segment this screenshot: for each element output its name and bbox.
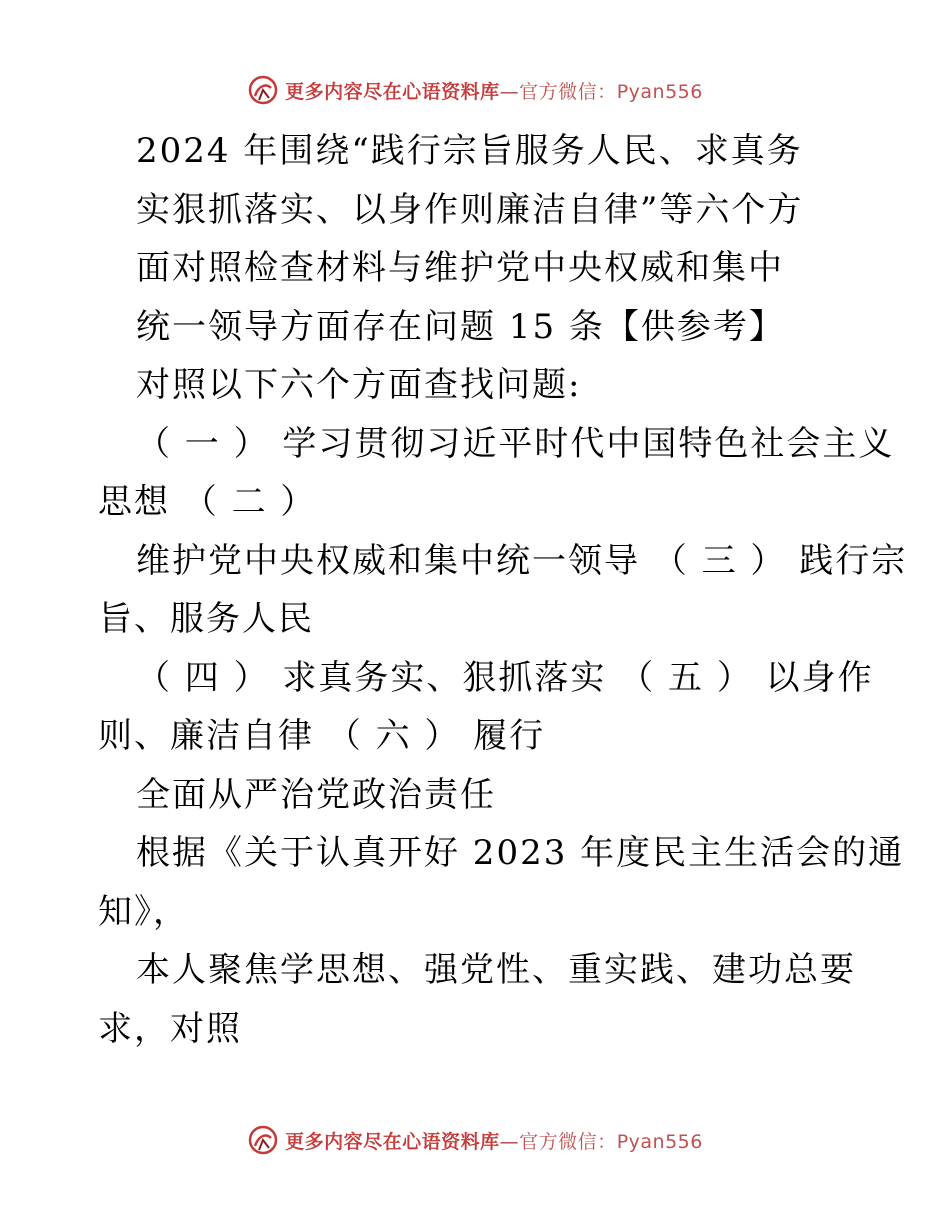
doc-line: （ 一 ） 学习贯彻习近平时代中国特色社会主义 [136, 423, 895, 464]
doc-line: 实狠抓落实、以身作则廉洁自律”等六个方 [136, 189, 804, 230]
doc-line: 对照以下六个方面查找问题: [136, 365, 582, 405]
doc-line: 则、廉洁自律 （ 六 ） 履行 [98, 716, 546, 756]
banner-wechat-label: 官方微信： [519, 80, 617, 103]
ribbon-seal-icon [247, 74, 279, 106]
doc-line: 全面从严治党政治责任 [136, 774, 496, 815]
header-banner [0, 70, 950, 110]
doc-line: （ 四 ） 求真务实、狠抓落实 （ 五 ） 以身作 [136, 657, 874, 698]
footer-banner [0, 1120, 950, 1160]
banner-wechat-id: Pyan556 [616, 1130, 703, 1153]
doc-line: 根据《关于认真开好 2023 年度民主生活会的通 [136, 833, 905, 873]
doc-line: 思想 （ 二 ） [98, 482, 317, 522]
doc-line: 2024 年围绕“践行宗旨服务人民、求真务 [136, 131, 803, 171]
document-body [98, 122, 908, 1058]
banner-text [285, 77, 703, 104]
doc-line: 求，对照 [98, 1008, 242, 1049]
banner-wechat-label: 官方微信： [519, 1130, 617, 1153]
doc-line: 本人聚焦学思想、强党性、重实践、建功总要 [136, 950, 856, 990]
banner-wechat-id: Pyan556 [616, 80, 703, 103]
doc-line: 旨、服务人民 [98, 599, 314, 639]
doc-line: 知》， [98, 891, 189, 932]
banner-lead: 更多内容尽在心语资料库 [285, 80, 500, 103]
banner-lead: 更多内容尽在心语资料库 [285, 1130, 500, 1153]
doc-line: 统一领导方面存在问题 15 条【供参考】 [136, 306, 785, 347]
ribbon-seal-icon [247, 1124, 279, 1156]
doc-line: 维护党中央权威和集中统一领导 （ 三 ） 践行宗 [136, 540, 908, 581]
banner-dash: — [499, 80, 520, 103]
doc-line: 面对照检查材料与维护党中央权威和集中 [136, 248, 784, 288]
banner-text [285, 1127, 703, 1154]
banner-dash: — [499, 1130, 520, 1153]
